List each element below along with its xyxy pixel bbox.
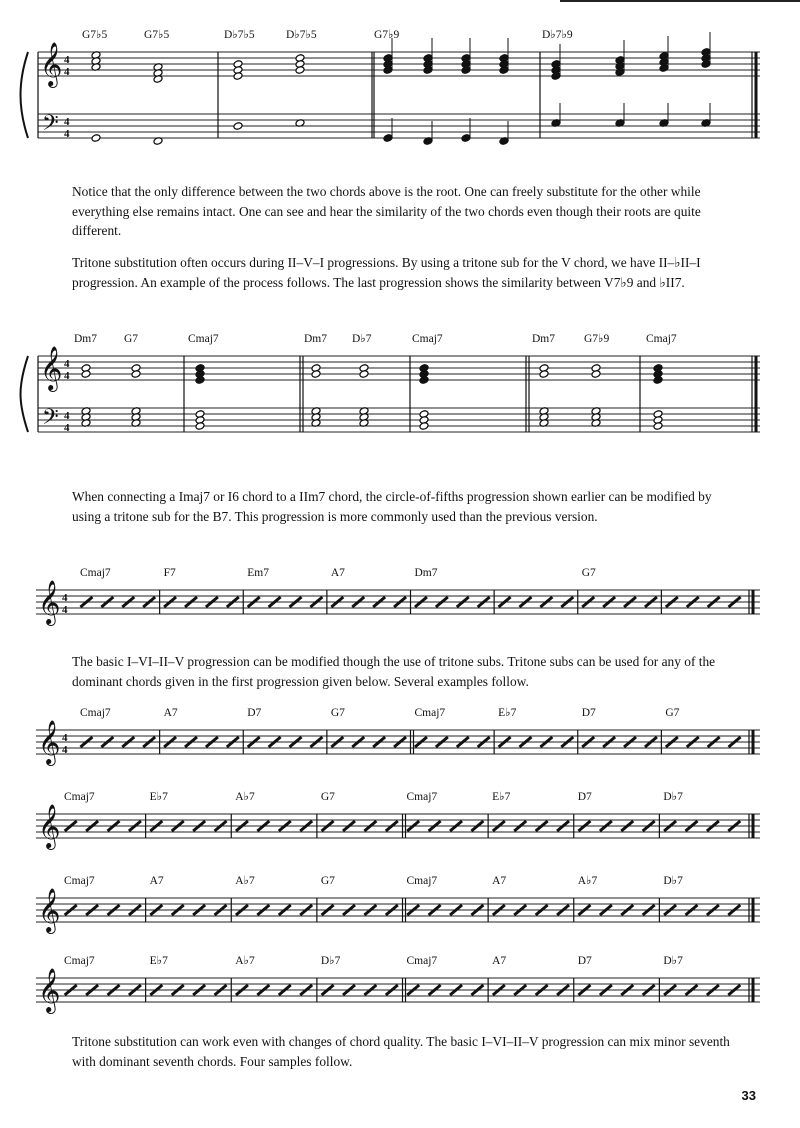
chord-symbol: G7 [124,333,139,345]
time-signature-bottom: 4 [64,128,70,140]
chord-symbol: A♭7 [577,875,598,887]
page-number: 33 [741,1088,756,1103]
slash-staff-system-6 [0,870,800,940]
time-signature-top: 4 [62,592,68,604]
time-signature-top: 4 [64,116,70,128]
paragraph-circle-of-fifths: When connecting a Imaj7 or I6 chord to a IIm7 chord, the circle-of-fifths progression shown earlier can be modified by using a tritone sub for the B7. This progression is more commonly used than the previous version. [72,489,712,524]
chord-symbol: Cmaj7 [412,333,443,345]
top-border-line [560,0,800,2]
chord-symbol: D♭7 [663,875,683,887]
chord-symbol: Cmaj7 [406,875,438,887]
treble-clef: 𝄞 [38,888,61,932]
paragraph-chord-roots: Notice that the only difference between the two chords above is the root. One can freely substitute for the other while everything else remains intact. One can see and hear the similarity of the two chords even though their roots are quite different. [72,184,701,238]
chord-symbol: A7 [492,875,507,887]
chord-symbol: D♭7 [663,791,683,803]
chord-symbol: Dm7 [74,333,97,345]
chord-symbol: D♭7♭5 [286,29,317,41]
chord-symbol: D♭7 [320,955,341,967]
chord-symbol: Dm7 [414,567,438,579]
system-brace [21,356,29,432]
chord-symbol: D7 [577,791,592,803]
paragraph-tritone-ii-v-i: Tritone substitution often occurs during II–V–I progressions. By using a tritone sub for the V chord, we have II–♭II–I progression. An example of the process follows. The last progression shows the similarity between V7♭9 and ♭II7. [72,255,701,290]
time-signature-top: 4 [62,732,68,744]
time-signature-bottom: 4 [64,66,70,78]
slash-staff-system-7 [0,950,800,1020]
chord-symbol: E♭7 [149,955,168,967]
chord-symbol: A♭7 [235,791,255,803]
chord-symbol: E♭7 [498,707,517,719]
chord-symbol: Cmaj7 [64,791,95,803]
chord-symbol: A7 [492,955,507,967]
chord-symbol: Cmaj7 [646,333,677,345]
chord-symbol: A7 [330,567,345,579]
chord-symbol: G7 [581,567,596,579]
chord-symbol: Em7 [247,567,269,579]
slash-staff-system-5 [0,786,800,856]
treble-clef: 𝄞 [38,720,61,764]
chord-symbol: D♭7 [352,333,372,345]
grand-staff-system-1 [0,22,800,162]
time-signature-bottom: 4 [62,744,68,756]
chord-symbol: G7 [665,707,680,719]
treble-clef: 𝄞 [38,580,61,624]
bass-clef: 𝄢 [42,405,59,435]
chord-symbol: G7♭5 [82,29,108,41]
chord-symbol: A♭7 [235,955,255,967]
chord-symbol: Dm7 [532,333,555,345]
chord-symbol: D♭7♭5 [224,29,255,41]
chord-symbol: Cmaj7 [64,875,95,887]
chord-symbol: D7 [581,707,596,719]
chord-symbol: G7♭9 [374,29,400,41]
chord-symbol: Cmaj7 [64,955,95,967]
time-signature-bottom: 4 [64,370,70,382]
bass-clef: 𝄢 [42,111,59,141]
chord-symbol: A7 [149,875,164,887]
chord-symbol: G7 [320,875,335,887]
time-signature-top: 4 [64,358,70,370]
chord-symbol: Cmaj7 [406,955,438,967]
chord-symbol: A♭7 [235,875,255,887]
chord-symbol: Cmaj7 [188,333,219,345]
chord-symbol: E♭7 [492,791,511,803]
chord-symbol: E♭7 [149,791,168,803]
chord-symbol: Cmaj7 [406,791,438,803]
treble-clef: 𝄞 [40,346,63,390]
chord-symbol: D7 [577,955,592,967]
paragraph-i-vi-ii-v: The basic I–VI–II–V progression can be modified though the use of tritone subs. Tritone subs can be used for any of the dominant chords given in the first progression given below. Several examples follow. [72,654,716,689]
chord-symbol: G7 [330,707,345,719]
chord-symbol: D7 [247,707,262,719]
bass-note [461,134,471,143]
slash-staff-system-3 [0,562,800,632]
chord-symbol: D♭7 [663,955,683,967]
chord-symbol: Cmaj7 [414,707,446,719]
treble-clef: 𝄞 [40,42,63,86]
chord-symbol: F7 [163,567,176,579]
chord-symbol: Cmaj7 [80,567,111,579]
bass-note [91,134,101,143]
slash-staff-system-4 [0,702,800,772]
system-brace [21,52,29,138]
treble-clef: 𝄞 [38,804,61,848]
time-signature-top: 4 [64,410,70,422]
time-signature-bottom: 4 [64,422,70,434]
chord-symbol: A7 [163,707,178,719]
paragraph-chord-quality: Tritone substitution can work even with changes of chord quality. The basic I–VI–II–V progression can mix minor seventh with dominant seventh chords. Four samples follow. [72,1034,730,1069]
time-signature-top: 4 [64,54,70,66]
chord-symbol: D♭7♭9 [542,29,573,41]
chord-symbol: Cmaj7 [80,707,111,719]
time-signature-bottom: 4 [62,604,68,616]
grand-staff-system-2 [0,326,800,456]
chord-symbol: G7 [320,791,335,803]
treble-clef: 𝄞 [38,968,61,1012]
bass-note [383,134,393,143]
chord-symbol: Dm7 [304,333,327,345]
chord-symbol: G7♭5 [144,29,170,41]
chord-symbol: G7♭9 [584,333,610,345]
bass-note [233,122,243,131]
